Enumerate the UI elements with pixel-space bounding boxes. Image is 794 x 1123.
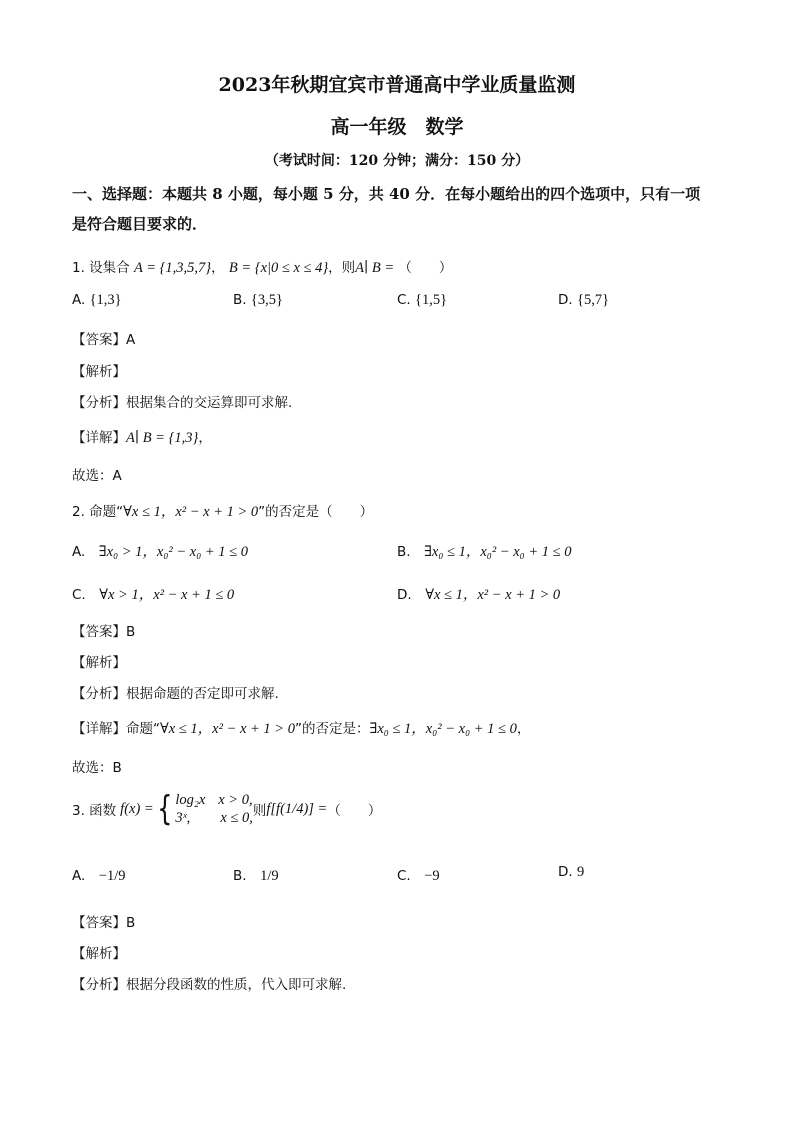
q1-option-b-value: {3,5} <box>250 292 283 308</box>
q3-option-d <box>558 864 584 881</box>
q1-stem <box>72 256 452 277</box>
q2-option-c-label: C. <box>72 587 86 603</box>
q3-answer <box>72 911 135 931</box>
q2-answer-value: B <box>126 624 136 640</box>
q1-stem-prefix: 1. 设集合 <box>72 260 130 276</box>
q3-answer-value: B <box>126 915 136 931</box>
q2-detail-expr: ∀x ≤ 1，x² − x + 1 > 0 <box>160 721 295 737</box>
fenxi-tag: 【分析】 <box>72 686 126 702</box>
q2-fenxi-text: 根据命题的否定即可求解. <box>126 686 279 702</box>
q3-option-b-label: B. <box>233 868 247 884</box>
q2-choose-value: B <box>112 760 122 776</box>
q2-fenxi <box>72 682 279 702</box>
q3-query: f[f(1/4)] = <box>266 800 328 817</box>
q1-option-c <box>397 292 447 309</box>
detail-tag: 【详解】 <box>72 721 126 737</box>
q3-option-a <box>72 864 126 885</box>
choose-tag: 故选： <box>72 760 113 776</box>
q3-case-1 <box>175 791 253 809</box>
exam-title: 2023年秋期宜宾市普通高中学业质量监测 <box>218 74 576 96</box>
q1-set-b: B = {x|0 ≤ x ≤ 4} <box>228 260 329 276</box>
q1-answer-value: A <box>126 332 136 348</box>
q2-option-c-value: ∀x > 1，x² − x + 1 ≤ 0 <box>99 587 235 603</box>
q3-piecewise-cases <box>175 791 253 827</box>
q2-option-b <box>397 540 571 561</box>
answer-tag: 【答案】 <box>72 624 126 640</box>
q3-option-a-label: A. <box>72 868 86 884</box>
q3-option-c-label: C. <box>397 868 411 884</box>
q3-option-c-value: −9 <box>424 868 440 884</box>
q3-option-b-value: 1/9 <box>260 868 279 884</box>
fenxi-tag: 【分析】 <box>72 977 126 993</box>
q3-case-2-cond: x ≤ 0, <box>220 810 253 826</box>
q3-analysis-tag: 【解析】 <box>72 946 126 962</box>
detail-tag: 【详解】 <box>72 430 126 446</box>
q2-stem-expr: ∀x ≤ 1，x² − x + 1 > 0 <box>123 504 259 520</box>
q1-option-d-value: {5,7} <box>576 292 610 308</box>
q1-option-a-label: A. <box>72 292 86 308</box>
q3-option-d-value: 9 <box>576 864 585 880</box>
q2-option-c <box>72 583 234 604</box>
q2-option-d-value: ∀x ≤ 1，x² − x + 1 > 0 <box>425 587 561 603</box>
answer-tag: 【答案】 <box>72 332 126 348</box>
q1-option-d-label: D. <box>558 292 573 308</box>
q2-stem-suffix: ”的否定是（ ） <box>258 504 374 520</box>
q3-case-1-expr: log₂x <box>175 791 206 808</box>
exam-info: （考试时间：120 分钟；满分：150 分） <box>264 153 530 169</box>
q1-detail <box>72 426 212 447</box>
q1-option-c-label: C. <box>397 292 411 308</box>
q2-option-d <box>397 583 560 604</box>
q1-stem-suffix: ，则 <box>328 260 356 276</box>
q3-stem-prefix: 3. 函数 <box>72 803 117 819</box>
q1-expr: A∣ B = <box>355 260 395 276</box>
q2-detail-result: ∃x₀ ≤ 1，x₀² − x₀ + 1 ≤ 0 <box>369 721 517 737</box>
q3-case-1-cond: x > 0, <box>218 791 253 808</box>
choose-tag: 故选： <box>72 468 113 484</box>
q1-choose-value: A <box>112 468 122 484</box>
section-heading-line1: 一、选择题：本题共 8 小题，每小题 5 分，共 40 分．在每小题给出的四个选项中，只有一项 <box>72 185 701 203</box>
q2-option-a <box>72 540 248 561</box>
q3-case-2 <box>175 809 253 827</box>
q1-analysis-tag: 【解析】 <box>72 364 126 380</box>
q2-detail-end: ， <box>516 721 531 737</box>
q3-piecewise-brace: { <box>156 789 173 829</box>
q3-option-d-label: D. <box>558 864 573 880</box>
q3-option-a-value: −1/9 <box>98 868 126 884</box>
q2-option-d-label: D. <box>397 587 412 603</box>
q2-analysis-tag: 【解析】 <box>72 655 126 671</box>
q2-detail-mid: ”的否定是： <box>294 721 370 737</box>
q3-stem-mid: 则 <box>252 803 267 819</box>
q1-choose <box>72 464 122 484</box>
q3-fenxi-text: 根据分段函数的性质，代入即可求解. <box>126 977 347 993</box>
q3-option-c <box>397 864 440 885</box>
q1-option-a-value: {1,3} <box>89 292 122 308</box>
q2-detail-prefix: 命题“ <box>126 721 160 737</box>
q3-fenxi <box>72 973 346 993</box>
q1-option-a <box>72 292 122 309</box>
q2-option-b-value: ∃x₀ ≤ 1，x₀² − x₀ + 1 ≤ 0 <box>424 544 572 560</box>
q1-option-c-value: {1,5} <box>415 292 448 308</box>
q1-sep: ， <box>211 260 225 276</box>
q3-function-name: f(x) = <box>120 800 154 817</box>
q3-stem <box>72 784 381 834</box>
q1-answer <box>72 328 135 348</box>
exam-subtitle: 高一年级 数学 <box>330 116 464 138</box>
q1-option-b <box>233 292 283 309</box>
q1-fenxi <box>72 391 292 411</box>
q1-set-a: A = {1,3,5,7} <box>133 260 212 276</box>
q2-answer <box>72 620 135 640</box>
q3-blank: （ ） <box>327 803 382 819</box>
q1-detail-end: ， <box>198 430 212 446</box>
q2-stem-prefix: 2. 命题“ <box>72 504 124 520</box>
q1-detail-expr: A∣ B = {1,3} <box>126 430 199 446</box>
q1-option-b-label: B. <box>233 292 247 308</box>
q2-option-a-value: ∃x₀ > 1，x₀² − x₀ + 1 ≤ 0 <box>98 544 249 560</box>
q2-option-a-label: A. <box>72 544 86 560</box>
q1-option-d <box>558 292 609 309</box>
answer-tag: 【答案】 <box>72 915 126 931</box>
q1-fenxi-text: 根据集合的交运算即可求解. <box>126 395 293 411</box>
q2-choose <box>72 756 122 776</box>
q3-option-b <box>233 864 279 885</box>
q2-detail <box>72 717 530 738</box>
q2-option-b-label: B. <box>397 544 411 560</box>
q1-blank: （ ） <box>398 260 453 276</box>
q3-case-2-expr: 3ˣ, <box>175 810 191 826</box>
fenxi-tag: 【分析】 <box>72 395 126 411</box>
q2-stem <box>72 500 373 521</box>
section-heading-line2: 是符合题目要求的． <box>72 215 208 233</box>
